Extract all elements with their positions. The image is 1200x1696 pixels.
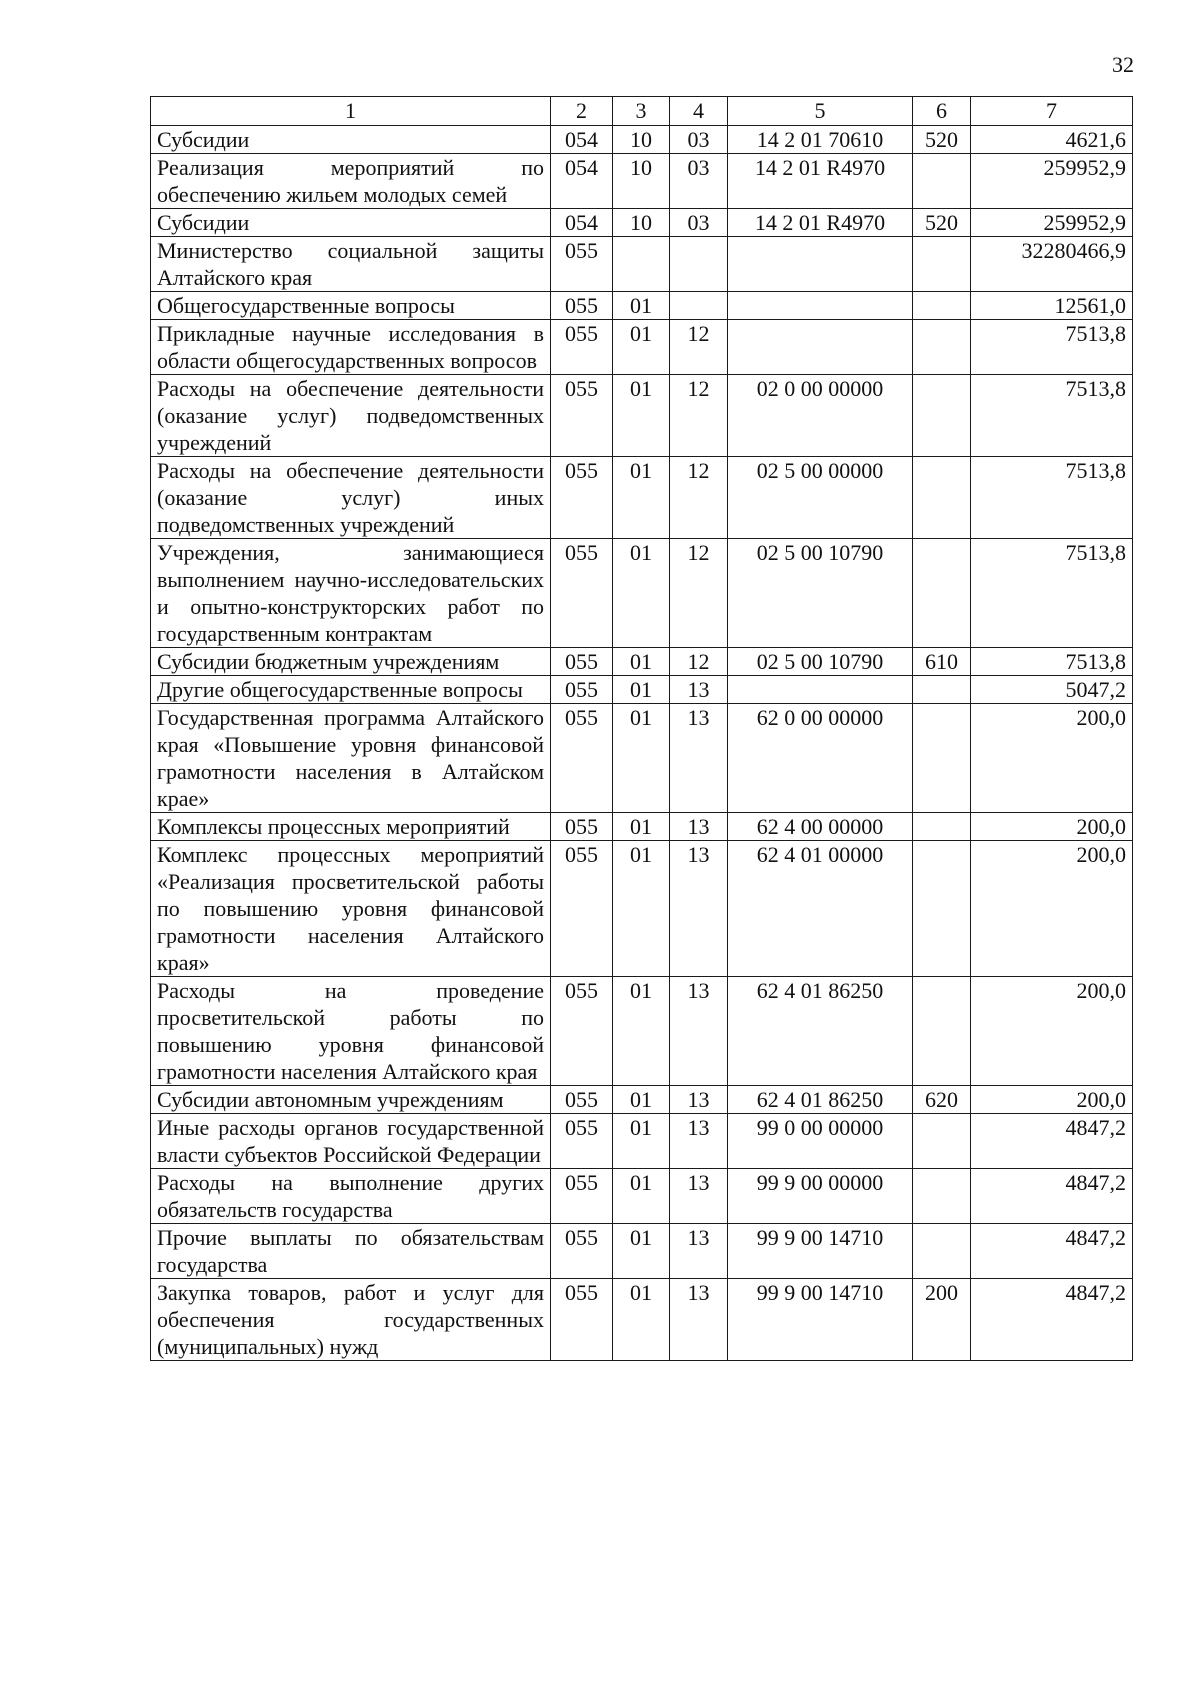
subsection-code-cell: 13 (670, 977, 728, 1086)
subsection-code-cell: 13 (670, 841, 728, 977)
section-code-cell: 10 (613, 126, 670, 154)
amount-cell: 12561,0 (971, 292, 1133, 320)
subsection-code-cell (670, 292, 728, 320)
header-cell: 6 (913, 97, 971, 126)
header-row (151, 97, 1133, 126)
table-row (151, 237, 1133, 292)
expense-type-cell (913, 292, 971, 320)
row-name-cell: Прикладные научные исследования в области общегосударственных вопросов (151, 320, 551, 375)
subsection-code-cell: 13 (670, 1114, 728, 1169)
subsection-code-cell: 03 (670, 209, 728, 237)
expense-type-cell (913, 1169, 971, 1224)
target-article-cell: 02 5 00 00000 (728, 457, 913, 539)
section-code-cell: 01 (613, 1086, 670, 1114)
section-code-cell (613, 237, 670, 292)
expense-type-cell (913, 457, 971, 539)
target-article-cell: 14 2 01 R4970 (728, 209, 913, 237)
subsection-code-cell: 03 (670, 126, 728, 154)
admin-code-cell: 055 (551, 292, 613, 320)
expense-type-cell: 610 (913, 648, 971, 676)
row-name-cell: Расходы на обеспечение деятельности (оказание услуг) иных подведомственных учреждений (151, 457, 551, 539)
row-name-cell: Учреждения, занимающиеся выполнением научно-исследовательских и опытно-конструкторских работ по государственным контрактам (151, 539, 551, 648)
admin-code-cell: 055 (551, 841, 613, 977)
target-article-cell: 62 4 00 00000 (728, 813, 913, 841)
page-number: 32 (1112, 52, 1134, 77)
row-name-cell: Субсидии бюджетным учреждениям (151, 648, 551, 676)
amount-cell: 4847,2 (971, 1279, 1133, 1361)
row-name-cell: Комплексы процессных мероприятий (151, 813, 551, 841)
section-code-cell: 01 (613, 320, 670, 375)
table-row (151, 676, 1133, 704)
table-row (151, 977, 1133, 1086)
expense-type-cell: 620 (913, 1086, 971, 1114)
subsection-code-cell: 12 (670, 539, 728, 648)
expense-type-cell (913, 539, 971, 648)
section-code-cell: 01 (613, 292, 670, 320)
expense-type-cell: 200 (913, 1279, 971, 1361)
row-name-cell: Государственная программа Алтайского края «Повышение уровня финансовой грамотности населения в Алтайском крае» (151, 704, 551, 813)
amount-cell: 200,0 (971, 977, 1133, 1086)
amount-cell: 200,0 (971, 813, 1133, 841)
target-article-cell: 02 5 00 10790 (728, 648, 913, 676)
subsection-code-cell: 13 (670, 813, 728, 841)
budget-table (150, 96, 1133, 1361)
table-row (151, 539, 1133, 648)
table-row (151, 841, 1133, 977)
section-code-cell: 01 (613, 375, 670, 457)
table-row (151, 1224, 1133, 1279)
section-code-cell: 01 (613, 1279, 670, 1361)
table-body (151, 126, 1133, 1361)
expense-type-cell (913, 704, 971, 813)
admin-code-cell: 055 (551, 320, 613, 375)
subsection-code-cell: 13 (670, 1169, 728, 1224)
expense-type-cell (913, 813, 971, 841)
admin-code-cell: 055 (551, 813, 613, 841)
header-cell: 2 (551, 97, 613, 126)
section-code-cell: 01 (613, 841, 670, 977)
section-code-cell: 01 (613, 539, 670, 648)
expense-type-cell (913, 841, 971, 977)
table-row (151, 1086, 1133, 1114)
amount-cell: 259952,9 (971, 209, 1133, 237)
subsection-code-cell: 12 (670, 320, 728, 375)
subsection-code-cell: 03 (670, 154, 728, 209)
target-article-cell: 02 5 00 10790 (728, 539, 913, 648)
amount-cell: 7513,8 (971, 648, 1133, 676)
section-code-cell: 01 (613, 676, 670, 704)
row-name-cell: Закупка товаров, работ и услуг для обеспечения государственных (муниципальных) нужд (151, 1279, 551, 1361)
target-article-cell: 62 4 01 86250 (728, 977, 913, 1086)
target-article-cell: 02 0 00 00000 (728, 375, 913, 457)
section-code-cell: 01 (613, 648, 670, 676)
amount-cell: 259952,9 (971, 154, 1133, 209)
table-row (151, 1114, 1133, 1169)
target-article-cell: 99 9 00 00000 (728, 1169, 913, 1224)
subsection-code-cell (670, 237, 728, 292)
subsection-code-cell: 13 (670, 1279, 728, 1361)
table-row (151, 320, 1133, 375)
admin-code-cell: 055 (551, 977, 613, 1086)
amount-cell: 32280466,9 (971, 237, 1133, 292)
section-code-cell: 10 (613, 209, 670, 237)
row-name-cell: Расходы на выполнение других обязательств государства (151, 1169, 551, 1224)
expense-type-cell (913, 320, 971, 375)
table-row (151, 292, 1133, 320)
amount-cell: 200,0 (971, 1086, 1133, 1114)
subsection-code-cell: 13 (670, 704, 728, 813)
expense-type-cell (913, 154, 971, 209)
row-name-cell: Министерство социальной защиты Алтайского края (151, 237, 551, 292)
admin-code-cell: 055 (551, 648, 613, 676)
expense-type-cell: 520 (913, 126, 971, 154)
row-name-cell: Субсидии (151, 126, 551, 154)
amount-cell: 200,0 (971, 704, 1133, 813)
admin-code-cell: 054 (551, 126, 613, 154)
target-article-cell (728, 676, 913, 704)
row-name-cell: Комплекс процессных мероприятий «Реализация просветительской работы по повышению уровня финансовой грамотности населения Алтайского края» (151, 841, 551, 977)
subsection-code-cell: 12 (670, 648, 728, 676)
amount-cell: 5047,2 (971, 676, 1133, 704)
expense-type-cell (913, 977, 971, 1086)
section-code-cell: 10 (613, 154, 670, 209)
target-article-cell (728, 320, 913, 375)
section-code-cell: 01 (613, 1224, 670, 1279)
target-article-cell: 62 0 00 00000 (728, 704, 913, 813)
admin-code-cell: 055 (551, 237, 613, 292)
amount-cell: 4847,2 (971, 1114, 1133, 1169)
header-cell: 3 (613, 97, 670, 126)
table-row (151, 375, 1133, 457)
subsection-code-cell: 12 (670, 457, 728, 539)
admin-code-cell: 055 (551, 676, 613, 704)
target-article-cell: 14 2 01 R4970 (728, 154, 913, 209)
table-row (151, 1279, 1133, 1361)
section-code-cell: 01 (613, 813, 670, 841)
target-article-cell (728, 292, 913, 320)
table-row (151, 154, 1133, 209)
section-code-cell: 01 (613, 1169, 670, 1224)
amount-cell: 7513,8 (971, 320, 1133, 375)
admin-code-cell: 055 (551, 457, 613, 539)
amount-cell: 4847,2 (971, 1169, 1133, 1224)
expense-type-cell (913, 375, 971, 457)
subsection-code-cell: 13 (670, 1086, 728, 1114)
header-cell: 7 (971, 97, 1133, 126)
table-row (151, 813, 1133, 841)
amount-cell: 7513,8 (971, 375, 1133, 457)
row-name-cell: Иные расходы органов государственной власти субъектов Российской Федерации (151, 1114, 551, 1169)
table-row (151, 704, 1133, 813)
subsection-code-cell: 13 (670, 1224, 728, 1279)
amount-cell: 200,0 (971, 841, 1133, 977)
row-name-cell: Общегосударственные вопросы (151, 292, 551, 320)
target-article-cell: 62 4 01 86250 (728, 1086, 913, 1114)
expense-type-cell (913, 676, 971, 704)
header-cell: 5 (728, 97, 913, 126)
expense-type-cell: 520 (913, 209, 971, 237)
amount-cell: 4621,6 (971, 126, 1133, 154)
admin-code-cell: 054 (551, 209, 613, 237)
target-article-cell (728, 237, 913, 292)
target-article-cell: 99 9 00 14710 (728, 1224, 913, 1279)
target-article-cell: 14 2 01 70610 (728, 126, 913, 154)
expense-type-cell (913, 237, 971, 292)
table-row (151, 457, 1133, 539)
admin-code-cell: 055 (551, 704, 613, 813)
admin-code-cell: 055 (551, 375, 613, 457)
target-article-cell: 99 0 00 00000 (728, 1114, 913, 1169)
row-name-cell: Прочие выплаты по обязательствам государства (151, 1224, 551, 1279)
row-name-cell: Расходы на обеспечение деятельности (оказание услуг) подведомственных учреждений (151, 375, 551, 457)
target-article-cell: 62 4 01 00000 (728, 841, 913, 977)
table-row (151, 126, 1133, 154)
section-code-cell: 01 (613, 977, 670, 1086)
admin-code-cell: 055 (551, 1114, 613, 1169)
table-row (151, 209, 1133, 237)
section-code-cell: 01 (613, 457, 670, 539)
header-cell: 1 (151, 97, 551, 126)
expense-type-cell (913, 1224, 971, 1279)
amount-cell: 7513,8 (971, 539, 1133, 648)
admin-code-cell: 055 (551, 539, 613, 648)
section-code-cell: 01 (613, 1114, 670, 1169)
section-code-cell: 01 (613, 704, 670, 813)
header-cell: 4 (670, 97, 728, 126)
admin-code-cell: 055 (551, 1224, 613, 1279)
row-name-cell: Субсидии (151, 209, 551, 237)
admin-code-cell: 055 (551, 1279, 613, 1361)
row-name-cell: Другие общегосударственные вопросы (151, 676, 551, 704)
amount-cell: 7513,8 (971, 457, 1133, 539)
admin-code-cell: 055 (551, 1086, 613, 1114)
subsection-code-cell: 13 (670, 676, 728, 704)
table-row (151, 1169, 1133, 1224)
row-name-cell: Субсидии автономным учреждениям (151, 1086, 551, 1114)
table-row (151, 648, 1133, 676)
admin-code-cell: 055 (551, 1169, 613, 1224)
row-name-cell: Расходы на проведение просветительской работы по повышению уровня финансовой грамотности населения Алтайского края (151, 977, 551, 1086)
amount-cell: 4847,2 (971, 1224, 1133, 1279)
subsection-code-cell: 12 (670, 375, 728, 457)
row-name-cell: Реализация мероприятий по обеспечению жильем молодых семей (151, 154, 551, 209)
target-article-cell: 99 9 00 14710 (728, 1279, 913, 1361)
expense-type-cell (913, 1114, 971, 1169)
admin-code-cell: 054 (551, 154, 613, 209)
